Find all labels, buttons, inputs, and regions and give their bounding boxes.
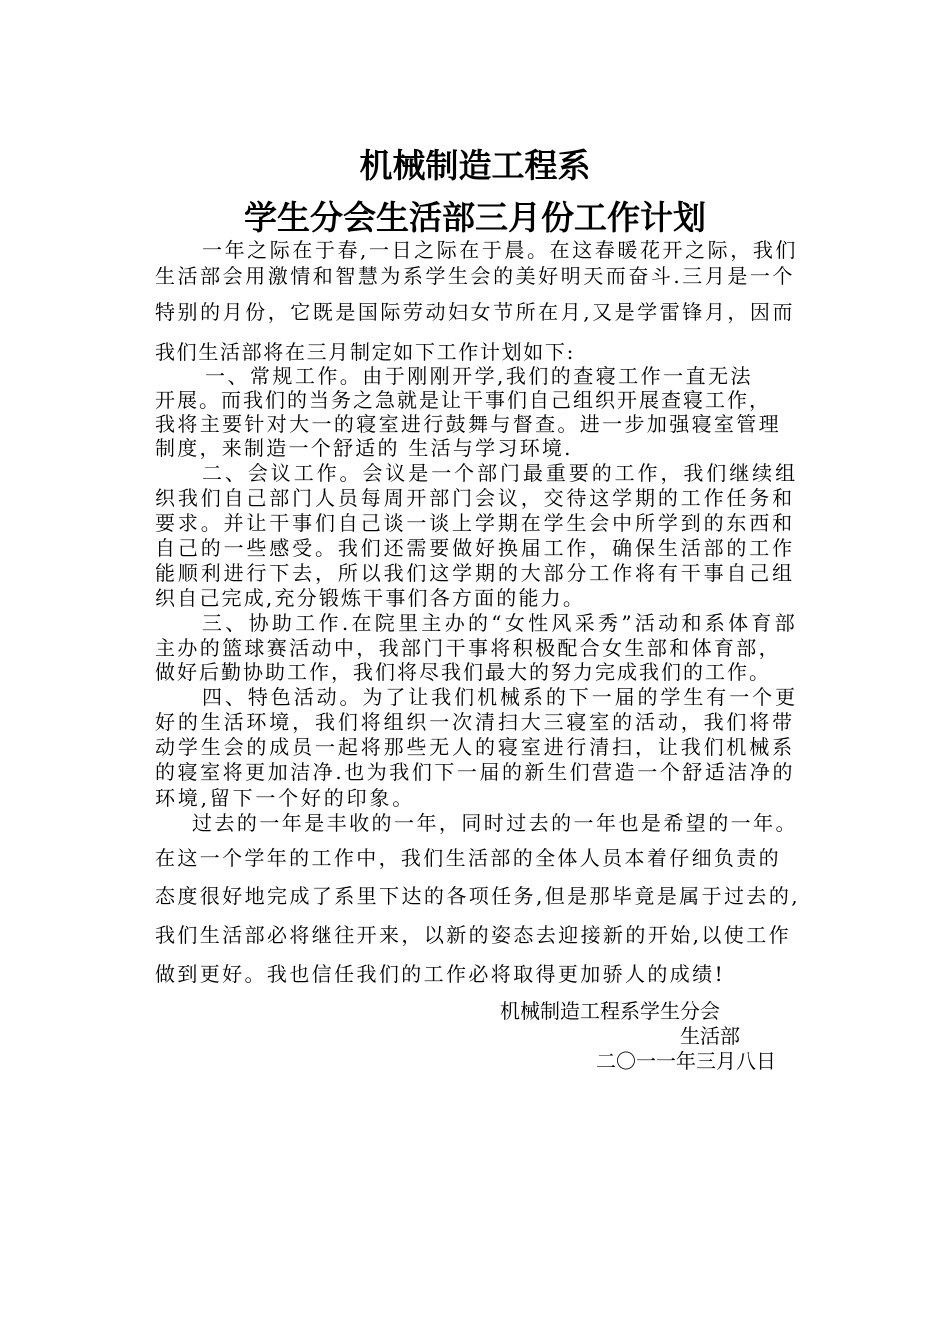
body-line: 特别的月份，它既是国际劳动妇女节所在月,又是学雷锋月，因而: [155, 300, 795, 324]
body-line: 过去的一年是丰收的一年，同时过去的一年也是希望的一年。: [192, 811, 798, 835]
body-line: 开展。而我们的当务之急就是让干事们自己组织开展查寝工作，: [155, 388, 771, 412]
body-line: 我们生活部必将继往开来，以新的姿态去迎接新的开始,以使工作: [155, 923, 791, 947]
body-line: 我将主要针对大一的寝室进行鼓舞与督查。进一步加强寝室管理: [155, 412, 781, 436]
signature-date: 二〇一一年三月八日: [596, 1049, 776, 1073]
body-line: 动学生会的成员一起将那些无人的寝室进行清扫，让我们机械系: [155, 735, 795, 759]
body-line: 态度很好地完成了系里下达的各项任务,但是那毕竟是属于过去的,: [155, 884, 800, 908]
body-line: 自己的一些感受。我们还需要做好换届工作，确保生活部的工作: [155, 536, 795, 560]
body-line: 主办的篮球赛活动中，我部门干事将积极配合女生部和体育部，: [155, 636, 781, 660]
document-title-line1: 机械制造工程系: [359, 146, 591, 185]
signature-org: 机械制造工程系学生分会: [500, 999, 720, 1023]
body-line: 做好后勤协助工作，我们将尽我们最大的努力完成我们的工作。: [155, 660, 771, 684]
body-line: 织自己完成,充分锻炼干事们各方面的能力。: [155, 586, 585, 610]
body-line: 一年之际在于春,一日之际在于晨。在这春暖花开之际，我们: [202, 238, 798, 262]
body-line: 生活部会用激情和智慧为系学生会的美好明天而奋斗.三月是一个: [155, 264, 795, 288]
body-line: 的寝室将更加洁净.也为我们下一届的新生们营造一个舒适洁净的: [155, 760, 795, 784]
body-line: 四、特色活动。为了让我们机械系的下一届的学生有一个更: [202, 685, 798, 709]
body-line: 在这一个学年的工作中，我们生活部的全体人员本着仔细负责的: [155, 846, 781, 870]
body-line: 制度，来制造一个舒适的 生活与学习环境.: [155, 436, 573, 460]
body-line: 织我们自己部门人员每周开部门会议，交待这学期的工作任务和: [155, 486, 795, 510]
body-line: 环境,留下一个好的印象。: [155, 786, 415, 810]
body-line: 能顺利进行下去，所以我们这学期的大部分工作将有干事自己组: [155, 561, 795, 585]
body-line: 要求。并让干事们自己谈一谈上学期在学生会中所学到的东西和: [155, 511, 795, 535]
document-title-line2: 学生分会生活部三月份工作计划: [244, 198, 706, 237]
body-line: 一、常规工作。由于刚刚开学,我们的查寝工作一直无法: [205, 364, 753, 388]
body-line: 三、协助工作.在院里主办的“女性风采秀”活动和系体育部: [202, 611, 798, 635]
body-line: 我们生活部将在三月制定如下工作计划如下:: [155, 340, 575, 364]
body-line: 好的生活环境，我们将组织一次清扫大三寝室的活动，我们将带: [155, 710, 795, 734]
body-line: 二、会议工作。会议是一个部门最重要的工作，我们继续组: [202, 461, 798, 485]
signature-dept: 生活部: [680, 1024, 740, 1048]
body-line: 做到更好。我也信任我们的工作必将取得更加骄人的成绩!: [155, 962, 725, 986]
